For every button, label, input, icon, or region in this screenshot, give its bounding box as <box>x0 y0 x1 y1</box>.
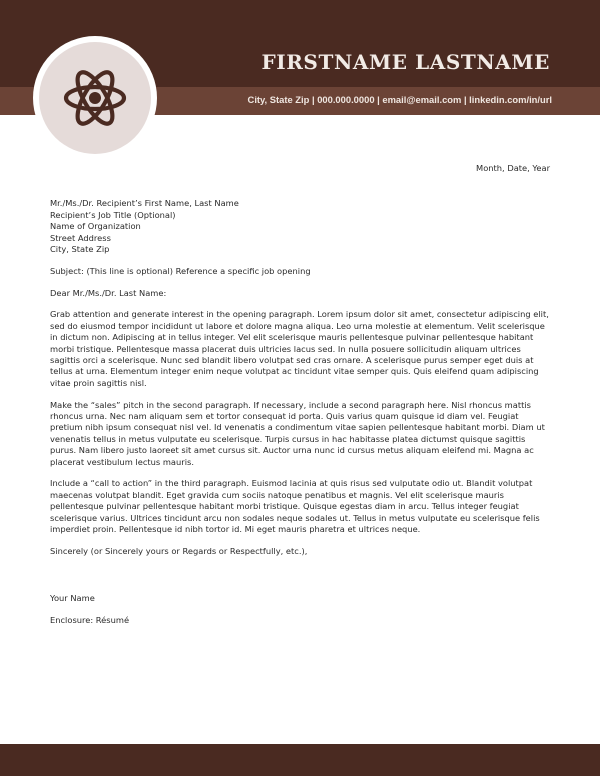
recipient-block <box>50 198 550 255</box>
recipient-street: Street Address <box>50 232 111 243</box>
cover-letter <box>50 163 550 637</box>
body-paragraph-3: Include a “call to action” in the third paragraph. Euismod lacinia at quis risus sed vulputate odio ut. Blandit volutpat maecenas volutpat blandit. Eget gravida cum sociis natoque penatibus et magnis. Vel elit scelerisque mauris pellentesque pulvinar pellentesque habitant morbi tristique. Quisque egestas diam in arcu. Tellus integer feugiat scelerisque varius. Ultrices tincidunt arcu non sodales neque sodales ut. Tellus in metus vulputate eu scelerisque felis imperdiet proin. Pellentesque id nibh tortor id. Mi eget mauris pharetra et ultrices neque. <box>50 478 540 535</box>
recipient-title: Recipient’s Job Title (Optional) <box>50 209 176 220</box>
recipient-city: City, State Zip <box>50 244 110 255</box>
body-paragraph-1: Grab attention and generate interest in the opening paragraph. Lorem ipsum dolor sit amet, consectetur adipiscing elit, sed do eiusmod tempor incididunt ut labore et dolore magna aliqua. Leo urna molestie at elementum. Velit scelerisque in dictum non. Adipiscing at in tellus integer. Vel elit scelerisque mauris pellentesque pulvinar pellentesque habitant morbi tristique. Pellentesque massa placerat duis ultricies lacus sed. In nulla posuere sollicitudin aliquam ultrices sagittis orci a scelerisque. Nunc sed blandit libero volutpat sed cras ornare. A scelerisque purus semper eget duis at tellus at urna. Elementum integer enim neque volutpat ac tincidunt vitae semper quis. Quis eleifend quam adipiscing vitae proin sagittis nisl. <box>50 309 549 388</box>
salutation: Dear Mr./Ms./Dr. Last Name: <box>50 287 167 298</box>
enclosure-line: Enclosure: Résumé <box>50 615 130 626</box>
letter-date: Month, Date, Year <box>476 163 550 173</box>
closing-line: Sincerely (or Sincerely yours or Regards or Respectfully, etc.), <box>50 545 308 556</box>
applicant-name: FIRSTNAME LASTNAME <box>261 50 550 74</box>
atom-icon <box>63 66 127 130</box>
contact-info: City, State Zip | 000.000.0000 | email@email.com | linkedin.com/in/url <box>247 94 552 105</box>
footer-band <box>0 744 600 776</box>
body-paragraph-2: Make the “sales” pitch in the second paragraph. If necessary, include a second paragraph here. Nisl rhoncus mattis rhoncus urna. Nec nam aliquam sem et tortor consequat id porta. Quis varius quam quisque id diam vel. Feugiat pretium nibh ipsum consequat nisl vel. Id venenatis a condimentum vitae sapien pellentesque habitant morbi. Diam ut venenatis tellus in metus vulputate eu scelerisque. Turpis cursus in hac habitasse platea dictumst quisque sagittis purus. Nam libero justo laoreet sit amet cursus sit. Auctor urna nunc id cursus metus aliquam eleifend mi. Magna ac placerat vestibulum lectus mauris. <box>50 399 545 467</box>
logo-badge <box>33 36 157 160</box>
logo-circle <box>39 42 151 154</box>
recipient-organization: Name of Organization <box>50 221 141 232</box>
recipient-name: Mr./Ms./Dr. Recipient’s First Name, Last Name <box>50 198 239 209</box>
signature-name: Your Name <box>50 593 95 604</box>
subject-line: Subject: (This line is optional) Reference a specific job opening <box>50 265 311 276</box>
